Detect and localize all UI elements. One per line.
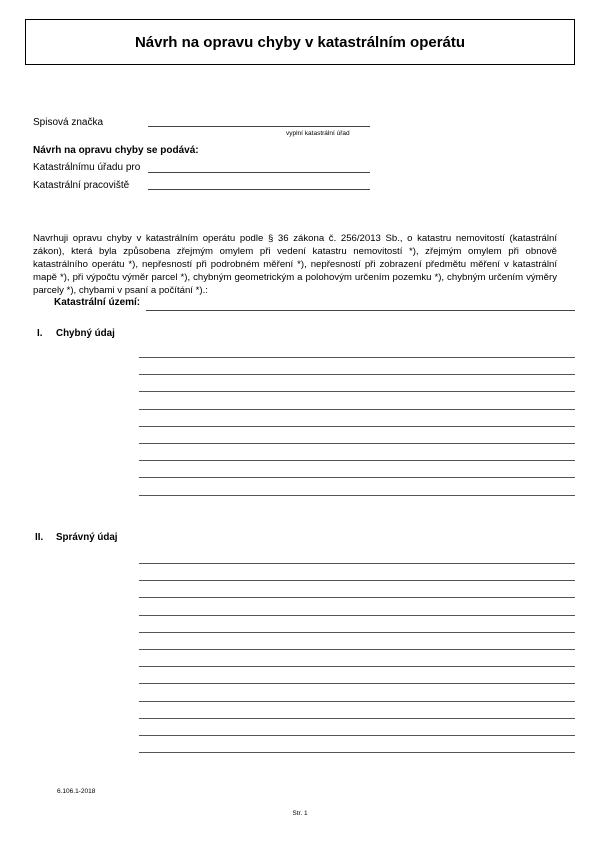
writing-line[interactable] — [139, 580, 575, 581]
form-code: 6.106.1-2018 — [57, 788, 96, 795]
writing-line[interactable] — [139, 683, 575, 684]
writing-line[interactable] — [139, 495, 575, 496]
writing-line[interactable] — [139, 409, 575, 410]
writing-line[interactable] — [139, 443, 575, 444]
page-number: Str. 1 — [292, 810, 308, 817]
submitted-to-heading: Návrh na opravu chyby se podává: — [33, 145, 199, 156]
file-ref-hint: vyplní katastrální úřad — [286, 130, 350, 137]
writing-line[interactable] — [139, 391, 575, 392]
cadastral-area-field[interactable] — [146, 310, 575, 311]
cadastral-area-label: Katastrální území: — [54, 297, 141, 308]
writing-line[interactable] — [139, 374, 575, 375]
writing-line[interactable] — [139, 477, 575, 478]
writing-line[interactable] — [139, 649, 575, 650]
file-ref-field[interactable] — [148, 126, 370, 127]
file-ref-label: Spisová značka — [33, 117, 104, 128]
section-wrong-label: Chybný údaj — [56, 328, 115, 339]
writing-line[interactable] — [139, 597, 575, 598]
page-title: Návrh na opravu chyby v katastrálním operátu — [134, 33, 466, 51]
writing-line[interactable] — [139, 563, 575, 564]
writing-line[interactable] — [139, 357, 575, 358]
writing-line[interactable] — [139, 718, 575, 719]
writing-line[interactable] — [139, 752, 575, 753]
office-field[interactable] — [148, 172, 370, 173]
title-box — [25, 19, 575, 65]
writing-line[interactable] — [139, 701, 575, 702]
writing-line[interactable] — [139, 735, 575, 736]
writing-line[interactable] — [139, 426, 575, 427]
section-correct-label: Správný údaj — [56, 532, 118, 543]
section-correct-number: II. — [35, 532, 44, 543]
office-label: Katastrálnímu úřadu pro — [33, 162, 141, 173]
writing-line[interactable] — [139, 460, 575, 461]
writing-line[interactable] — [139, 632, 575, 633]
writing-line[interactable] — [139, 666, 575, 667]
workplace-label: Katastrální pracoviště — [33, 180, 130, 191]
writing-line[interactable] — [139, 615, 575, 616]
request-paragraph: Navrhuji opravu chyby v katastrálním operátu podle § 36 zákona č. 256/2013 Sb., o katastru nemovitostí (katastrální zákon), která byla způsobena zřejmým omylem při vedení katastru nemovitostí *), zřejmým omylem při obnově katastrálního operátu *), nepřesností při podrobném měření *), nepřesností při zobrazení předmětu měření v katastrální mapě *), při výpočtu výměr parcel *), chybným geometrickým a polohovým určením pozemku *), chybným určením výměry parcely *), chybami v psaní a počítání *).: — [33, 233, 557, 296]
workplace-field[interactable] — [148, 189, 370, 190]
section-wrong-number: I. — [37, 328, 43, 339]
